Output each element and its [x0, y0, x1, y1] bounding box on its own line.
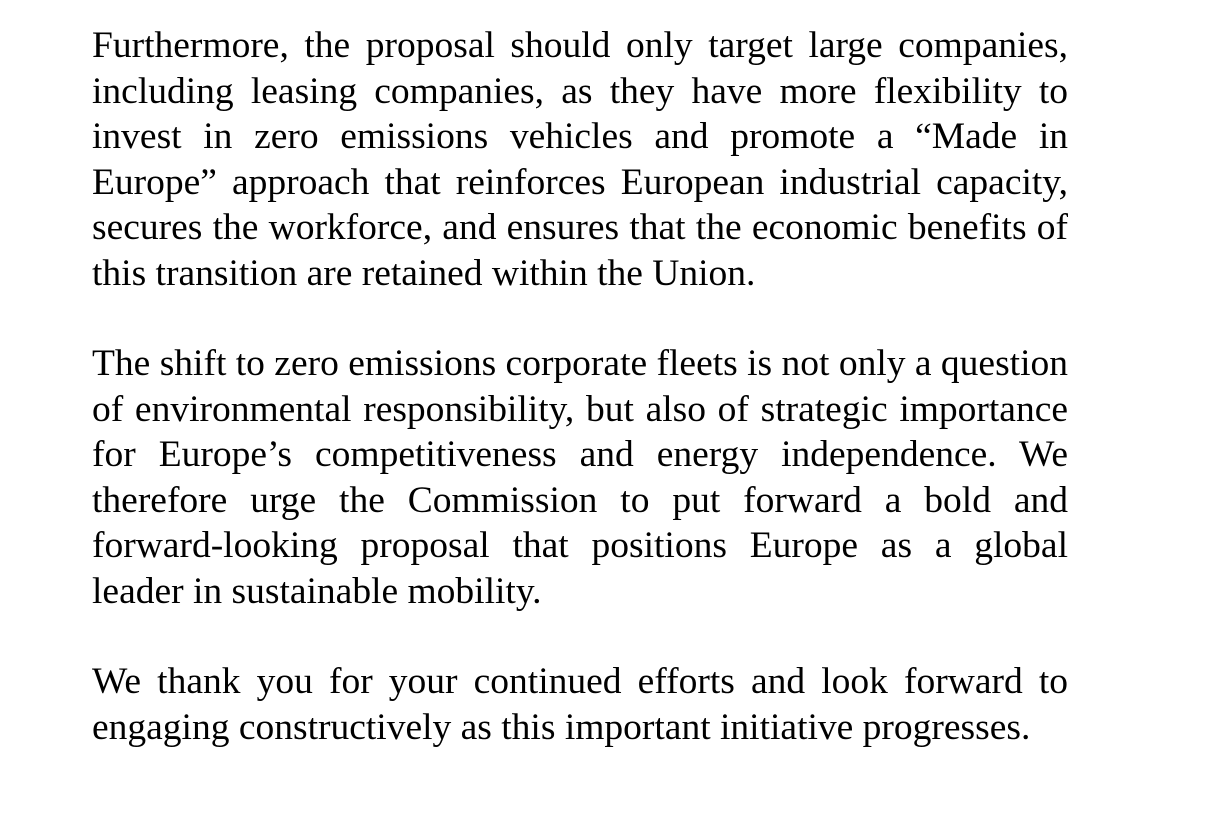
paragraph-spacer: [92, 296, 1068, 341]
paragraph-spacer: [92, 614, 1068, 659]
paragraph-made-in-europe: Furthermore, the proposal should only target large companies, including leasing companies, as they have more flexibility to invest in zero emissions vehicles and promote a “Made in Europe” approach that reinforces European industrial capacity, secures the workforce, and ensures that the economic benefits of this transition are retained within the Union.: [92, 25, 1068, 294]
paragraph-strategic-importance: The shift to zero emissions corporate fleets is not only a question of environmental responsibility, but also of strategic importance for Europe’s competitiveness and energy independence. We therefore urge the Commission to put forward a bold and forward-looking proposal that positions Europe as a global leader in sustainable mobility.: [92, 343, 1068, 612]
document-page: [92, 23, 1068, 750]
paragraph-closing-thanks: We thank you for your continued efforts and look forward to engaging constructively as this important initiative progresses.: [92, 661, 1068, 748]
